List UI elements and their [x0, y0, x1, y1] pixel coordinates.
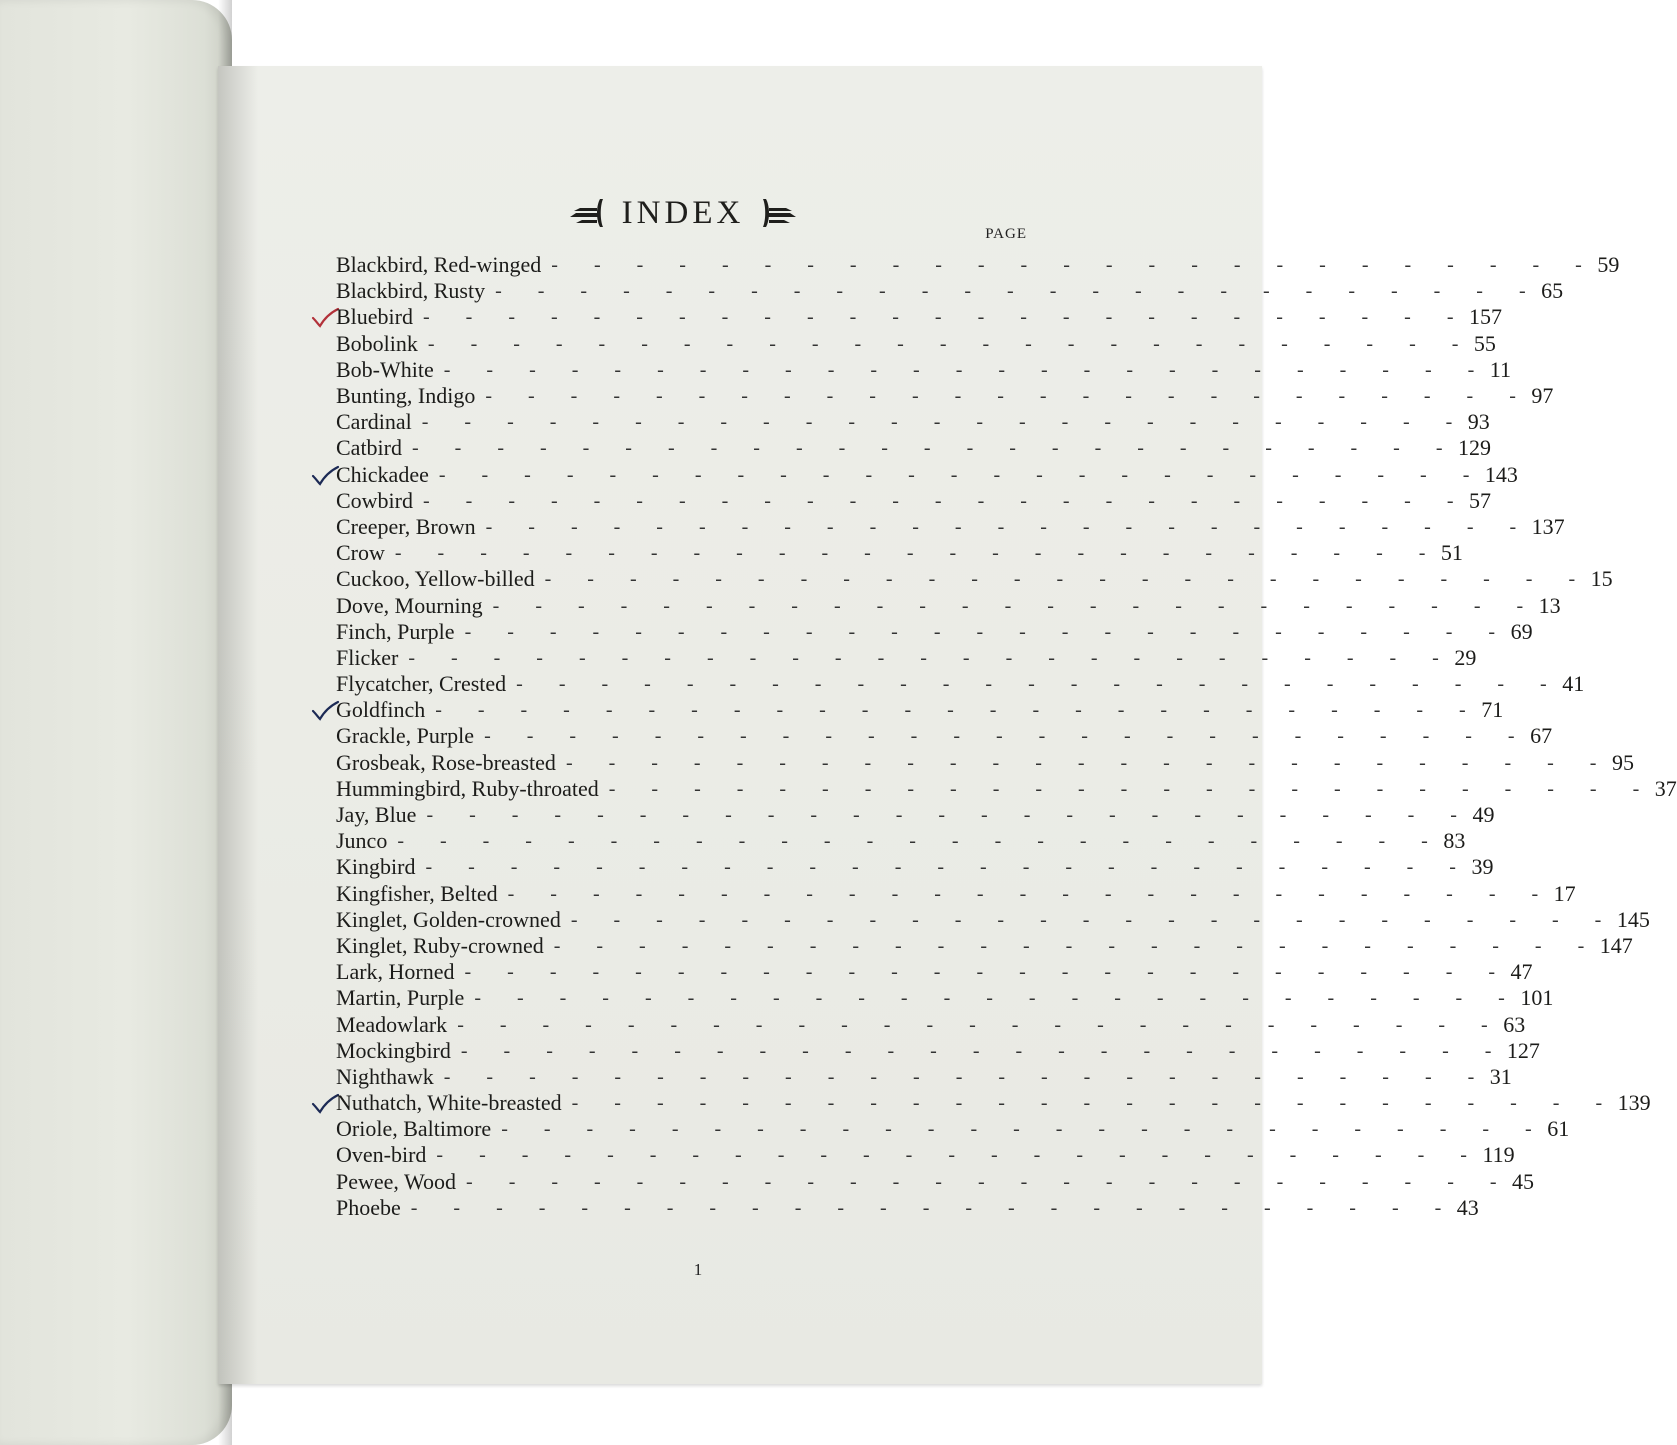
index-entry — [336, 1037, 1540, 1064]
dot-leaders: - - - - - - - - - - - - - - - - - - - - - - - - - — [464, 961, 1511, 984]
entry-page-number: 93 — [1467, 409, 1490, 435]
dot-leaders: - - - - - - - - - - - - - - - - - - - - - - - - - — [394, 542, 1441, 565]
entry-name: Crow — [336, 540, 385, 566]
index-entry — [336, 1142, 1515, 1168]
index-entry — [336, 383, 1554, 409]
index-entry — [336, 409, 1490, 435]
entry-page-number: 143 — [1484, 461, 1518, 487]
dot-leaders: - - - - - - - - - - - - - - - - - - - - - - - - - — [397, 830, 1444, 853]
entry-page-number: 139 — [1617, 1090, 1651, 1116]
dot-leaders: - - - - - - - - - - - - - - - - - - - - - - - - - — [571, 1092, 1618, 1115]
dot-leaders: - - - - - - - - - - - - - - - - - - - - - - - - - — [443, 358, 1490, 381]
entry-name: Bluebird — [336, 304, 413, 330]
entry-page-number: 69 — [1510, 618, 1533, 644]
entry-name: Cardinal — [336, 409, 412, 435]
entry-page-number: 119 — [1482, 1142, 1515, 1168]
left-page — [0, 0, 232, 1445]
entry-name: Mockingbird — [336, 1037, 451, 1063]
entry-name: Finch, Purple — [336, 618, 455, 644]
entry-page-number: 47 — [1510, 959, 1533, 985]
dot-leaders: - - - - - - - - - - - - - - - - - - - - - - - - - — [553, 934, 1600, 957]
gutter-shadow — [218, 66, 258, 1384]
entry-name: Bobolink — [336, 330, 418, 356]
dot-leaders: - - - - - - - - - - - - - - - - - - - - - - - - - — [474, 987, 1521, 1010]
entry-page-number: 31 — [1489, 1063, 1512, 1089]
entry-page-number: 15 — [1590, 566, 1613, 592]
entry-name: Blackbird, Red-winged — [336, 252, 542, 278]
entry-name: Creeper, Brown — [336, 513, 476, 539]
dot-leaders: - - - - - - - - - - - - - - - - - - - - - - - - - — [501, 1118, 1548, 1141]
entry-name: Nighthawk — [336, 1063, 434, 1089]
entry-page-number: 59 — [1597, 252, 1620, 278]
index-entry — [336, 854, 1494, 880]
entry-name: Cowbird — [336, 487, 413, 513]
entry-name: Bunting, Indigo — [336, 383, 476, 409]
index-entry — [336, 932, 1633, 959]
entry-page-number: 49 — [1472, 802, 1495, 828]
dot-leaders: - - - - - - - - - - - - - - - - - - - - - - - - - — [551, 254, 1598, 277]
dot-leaders: - - - - - - - - - - - - - - - - - - - - - - - - - — [608, 777, 1655, 800]
entry-page-number: 63 — [1503, 1011, 1526, 1037]
index-entry — [336, 906, 1650, 933]
dot-leaders: - - - - - - - - - - - - - - - - - - - - - - - - - — [565, 751, 1612, 774]
entry-page-number: 127 — [1506, 1037, 1540, 1063]
entry-name: Junco — [336, 828, 388, 854]
entry-name: Jay, Blue — [336, 802, 417, 828]
entry-page-number: 83 — [1443, 828, 1466, 854]
index-title: INDEX — [621, 194, 745, 231]
entry-page-number: 61 — [1547, 1116, 1570, 1142]
index-entry — [336, 540, 1463, 566]
entry-page-number: 45 — [1512, 1168, 1535, 1194]
index-entry — [336, 278, 1564, 304]
dot-leaders: - - - - - - - - - - - - - - - - - - - - - - - - - — [410, 1196, 1457, 1219]
index-entry — [336, 566, 1613, 592]
dot-leaders: - - - - - - - - - - - - - - - - - - - - - - - - - — [443, 1065, 1490, 1088]
dot-leaders: - - - - - - - - - - - - - - - - - - - - - - - - - — [438, 463, 1485, 486]
index-entry — [336, 697, 1504, 723]
entry-name: Martin, Purple — [336, 985, 465, 1011]
left-ornament-icon — [566, 196, 608, 230]
entry-name: Goldfinch — [336, 697, 426, 723]
entry-page-number: 55 — [1473, 330, 1496, 356]
entry-name: Nuthatch, White-breasted — [336, 1090, 562, 1116]
index-entry — [336, 959, 1533, 985]
entry-name: Bob-White — [336, 356, 434, 382]
entry-name: Meadowlark — [336, 1011, 448, 1037]
index-entries — [336, 252, 1677, 1221]
index-entry — [336, 252, 1620, 278]
index-entry — [336, 435, 1492, 461]
entry-page-number: 157 — [1469, 304, 1503, 330]
dot-leaders: - - - - - - - - - - - - - - - - - - - - - - - - - — [507, 882, 1554, 905]
dot-leaders: - - - - - - - - - - - - - - - - - - - - - - - - - — [570, 908, 1617, 931]
index-entry — [336, 487, 1492, 514]
entry-name: Kingbird — [336, 854, 416, 880]
entry-page-number: 57 — [1469, 487, 1492, 513]
entry-name: Kingfisher, Belted — [336, 880, 498, 906]
dot-leaders: - - - - - - - - - - - - - - - - - - - - - - - - - — [544, 568, 1591, 591]
entry-page-number: 39 — [1471, 854, 1494, 880]
index-header — [548, 188, 818, 238]
entry-page-number: 51 — [1440, 540, 1463, 566]
entry-page-number: 11 — [1489, 356, 1511, 382]
footer-page-number: 1 — [693, 1260, 703, 1279]
dot-leaders: - - - - - - - - - - - - - - - - - - - - - - - - - — [426, 804, 1473, 827]
dot-leaders: - - - - - - - - - - - - - - - - - - - - - - - - - — [408, 646, 1455, 669]
entry-name: Grosbeak, Rose-breasted — [336, 749, 556, 775]
page-column-label: PAGE — [985, 226, 1027, 242]
entry-name: Kinglet, Golden-crowned — [336, 906, 561, 932]
dot-leaders: - - - - - - - - - - - - - - - - - - - - - - - - - — [421, 411, 1468, 434]
index-entry — [336, 723, 1553, 749]
entry-page-number: 29 — [1454, 644, 1477, 670]
dot-leaders: - - - - - - - - - - - - - - - - - - - - - - - - - — [457, 1013, 1504, 1036]
dot-leaders: - - - - - - - - - - - - - - - - - - - - - - - - - — [425, 856, 1472, 879]
entry-page-number: 67 — [1530, 723, 1553, 749]
entry-name: Catbird — [336, 435, 402, 461]
entry-name: Flycatcher, Crested — [336, 671, 507, 697]
index-entry — [336, 828, 1466, 854]
entry-page-number: 17 — [1553, 880, 1576, 906]
entry-page-number: 13 — [1538, 592, 1561, 618]
entry-name: Lark, Horned — [336, 959, 455, 985]
dot-leaders: - - - - - - - - - - - - - - - - - - - - - - - - - — [485, 515, 1532, 538]
dot-leaders: - - - - - - - - - - - - - - - - - - - - - - - - - — [423, 306, 1470, 329]
index-entry — [336, 304, 1503, 330]
dot-leaders: - - - - - - - - - - - - - - - - - - - - - - - - - — [435, 699, 1482, 722]
dot-leaders: - - - - - - - - - - - - - - - - - - - - - - - - - — [516, 673, 1563, 696]
entry-name: Flicker — [336, 644, 399, 670]
dot-leaders: - - - - - - - - - - - - - - - - - - - - - - - - - — [466, 1170, 1513, 1193]
entry-page-number: 43 — [1456, 1194, 1479, 1220]
index-entry — [336, 513, 1565, 540]
dot-leaders: - - - - - - - - - - - - - - - - - - - - - - - - - — [485, 385, 1532, 408]
entry-name: Oven-bird — [336, 1142, 427, 1168]
entry-page-number: 95 — [1611, 749, 1634, 775]
entry-name: Hummingbird, Ruby-throated — [336, 775, 599, 801]
entry-page-number: 145 — [1616, 906, 1650, 932]
index-entry — [336, 330, 1496, 357]
index-entry — [336, 1116, 1570, 1142]
entry-page-number: 65 — [1541, 278, 1564, 304]
entry-name: Phoebe — [336, 1194, 401, 1220]
entry-name: Cuckoo, Yellow-billed — [336, 566, 535, 592]
index-entry — [336, 1168, 1535, 1195]
entry-name: Chickadee — [336, 461, 429, 487]
dot-leaders: - - - - - - - - - - - - - - - - - - - - - - - - - — [423, 489, 1470, 512]
index-entry — [336, 775, 1677, 802]
entry-page-number: 129 — [1458, 435, 1492, 461]
entry-page-number: 137 — [1531, 513, 1565, 539]
index-entry — [336, 880, 1576, 907]
index-entry — [336, 1011, 1526, 1037]
entry-page-number: 41 — [1562, 671, 1585, 697]
index-entry — [336, 644, 1477, 671]
entry-page-number: 101 — [1520, 985, 1554, 1011]
index-entry — [336, 749, 1634, 776]
index-entry — [336, 1063, 1512, 1090]
dot-leaders: - - - - - - - - - - - - - - - - - - - - - - - - - — [464, 620, 1511, 643]
dot-leaders: - - - - - - - - - - - - - - - - - - - - - - - - - — [412, 437, 1459, 460]
dot-leaders: - - - - - - - - - - - - - - - - - - - - - - - - - — [427, 332, 1474, 355]
dot-leaders: - - - - - - - - - - - - - - - - - - - - - - - - - — [492, 594, 1539, 617]
entry-name: Oriole, Baltimore — [336, 1116, 492, 1142]
entry-name: Kinglet, Ruby-crowned — [336, 932, 544, 958]
entry-page-number: 97 — [1531, 383, 1554, 409]
index-page — [218, 66, 1677, 1384]
index-entry — [336, 592, 1561, 618]
index-entry — [336, 671, 1585, 697]
entry-name: Pewee, Wood — [336, 1168, 457, 1194]
dot-leaders: - - - - - - - - - - - - - - - - - - - - - - - - - — [436, 1144, 1483, 1167]
dot-leaders: - - - - - - - - - - - - - - - - - - - - - - - - - — [460, 1039, 1507, 1062]
index-entry — [336, 356, 1511, 383]
entry-page-number: 37 — [1654, 775, 1677, 801]
index-entry — [336, 1090, 1651, 1116]
entry-page-number: 71 — [1481, 697, 1504, 723]
entry-name: Blackbird, Rusty — [336, 278, 486, 304]
right-ornament-icon — [758, 196, 800, 230]
dot-leaders: - - - - - - - - - - - - - - - - - - - - - - - - - — [484, 725, 1531, 748]
dot-leaders: - - - - - - - - - - - - - - - - - - - - - - - - - — [495, 280, 1542, 303]
entry-page-number: 147 — [1599, 932, 1633, 958]
entry-name: Dove, Mourning — [336, 592, 483, 618]
index-entry — [336, 1194, 1479, 1221]
index-entry — [336, 618, 1533, 645]
index-entry — [336, 985, 1554, 1011]
index-entry — [336, 461, 1518, 488]
entry-name: Grackle, Purple — [336, 723, 475, 749]
index-entry — [336, 802, 1495, 828]
